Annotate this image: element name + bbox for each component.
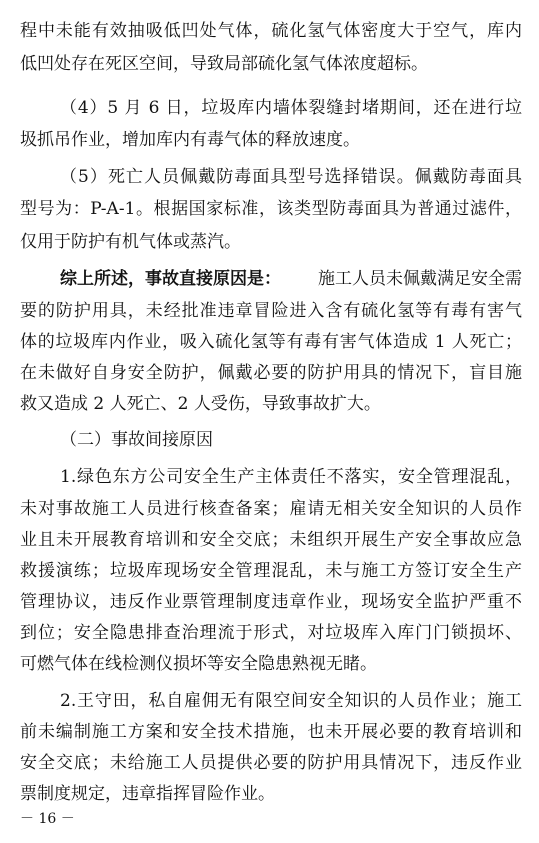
- text-line-23: 安全交底；未给施工人员提供必要的防护用具情况下，违反作业: [20, 753, 522, 773]
- conclusion-line: [60, 264, 522, 294]
- text-line-11: 在未做好自身安全防护，佩戴必要的防护用具的情况下，盲目施: [20, 363, 522, 383]
- text-line-4: 圾抓吊作业，增加库内有毒气体的释放速度。: [20, 130, 360, 150]
- text-line-3: （4）5 月 6 日，垃圾库内墙体裂缝封堵期间，还在进行垃: [60, 98, 522, 118]
- conclusion-lead: 综上所述，事故直接原因是：: [60, 269, 281, 289]
- text-line-9: 要的防护用具，未经批准违章冒险进入含有硫化氢等有毒有害气: [20, 301, 522, 321]
- section-heading-indirect-cause: （二）事故间接原因: [60, 430, 213, 450]
- text-line-21: 2.王守田，私自雇佣无有限空间安全知识的人员作业；施工: [60, 691, 522, 711]
- text-line-20: 可燃气体在线检测仪损坏等安全隐患熟视无睹。: [20, 654, 377, 674]
- text-line-6: 型号为：P-A-1。根据国家标准，该类型防毒面具为普通过滤件，: [20, 199, 522, 219]
- text-line-14: 1.绿色东方公司安全生产主体责任不落实，安全管理混乱，: [60, 467, 522, 487]
- text-line-18: 管理协议，违反作业票管理制度违章作业，现场安全监护严重不: [20, 592, 522, 612]
- conclusion-rest: 施工人员未佩戴满足安全需: [318, 269, 522, 289]
- text-line-5: （5）死亡人员佩戴防毒面具型号选择错误。佩戴防毒面具: [60, 167, 522, 187]
- text-line-16: 业且未开展教育培训和安全交底；未组织开展生产安全事故应急: [20, 530, 522, 550]
- text-line-2: 低凹处存在死区空间，导致局部硫化氢气体浓度超标。: [20, 54, 428, 74]
- text-line-1: 程中未能有效抽吸低凹处气体，硫化氢气体密度大于空气，库内: [20, 21, 522, 41]
- text-line-17: 救援演练；垃圾库现场安全管理混乱，未与施工方签订安全生产: [20, 561, 522, 581]
- text-line-19: 到位；安全隐患排查治理流于形式，对垃圾库入库门门锁损坏、: [20, 623, 522, 643]
- text-line-10: 体的垃圾库内作业，吸入硫化氢等有毒有害气体造成 1 人死亡；: [20, 332, 522, 352]
- text-line-22: 前未编制施工方案和安全技术措施，也未开展必要的教育培训和: [20, 722, 522, 742]
- text-line-7: 仅用于防护有机气体或蒸汽。: [20, 232, 241, 252]
- text-line-24: 票制度规定，违章指挥冒险作业。: [20, 784, 275, 804]
- text-line-15: 未对事故施工人员进行核查备案；雇请无相关安全知识的人员作: [20, 499, 522, 519]
- text-line-12: 救又造成 2 人死亡、2 人受伤，导致事故扩大。: [20, 394, 381, 414]
- page-number: － 16 －: [20, 811, 75, 827]
